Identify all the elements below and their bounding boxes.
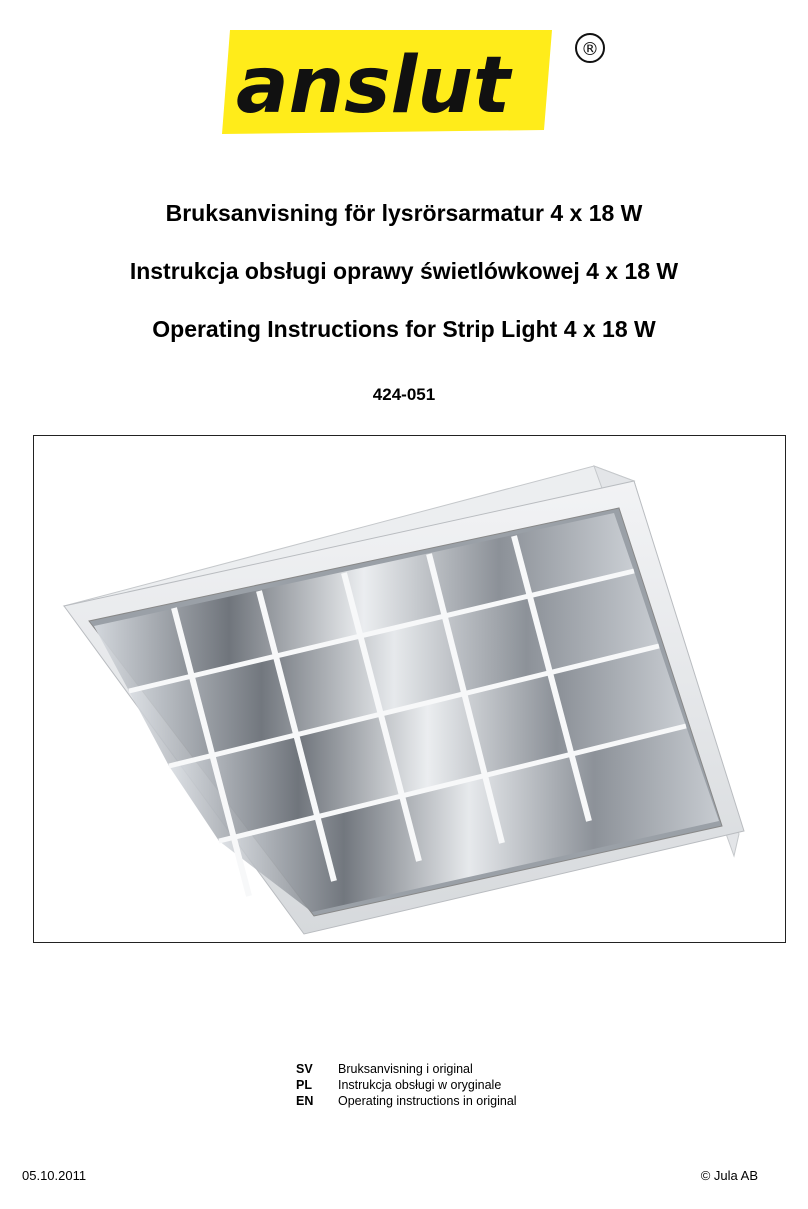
brand-logo xyxy=(222,30,614,134)
language-text: Bruksanvisning i original xyxy=(338,1062,473,1076)
language-row xyxy=(296,1077,517,1093)
title-english: Operating Instructions for Strip Light 4 x 18 W xyxy=(152,316,656,342)
footer-copyright: © Jula AB xyxy=(700,1168,758,1183)
language-code: EN xyxy=(296,1094,314,1108)
language-row xyxy=(296,1061,517,1077)
language-row xyxy=(296,1093,517,1109)
language-code: SV xyxy=(296,1062,313,1076)
strip-light-illustration xyxy=(34,436,785,942)
language-text: Instrukcja obsługi w oryginale xyxy=(338,1078,502,1092)
title-swedish: Bruksanvisning för lysrörsarmatur 4 x 18 W xyxy=(165,200,643,226)
logo-text: anslut xyxy=(236,41,511,131)
logo-graphic xyxy=(222,30,614,134)
footer-date: 05.10.2011 xyxy=(22,1168,87,1183)
language-code: PL xyxy=(296,1078,312,1092)
registered-mark: ® xyxy=(581,39,599,60)
model-number: 424-051 xyxy=(372,385,436,404)
product-photo xyxy=(33,435,786,943)
language-list xyxy=(296,1061,517,1109)
language-text: Operating instructions in original xyxy=(338,1094,517,1108)
title-polish: Instrukcja obsługi oprawy świetlówkowej 4 x 18 W xyxy=(129,258,679,284)
